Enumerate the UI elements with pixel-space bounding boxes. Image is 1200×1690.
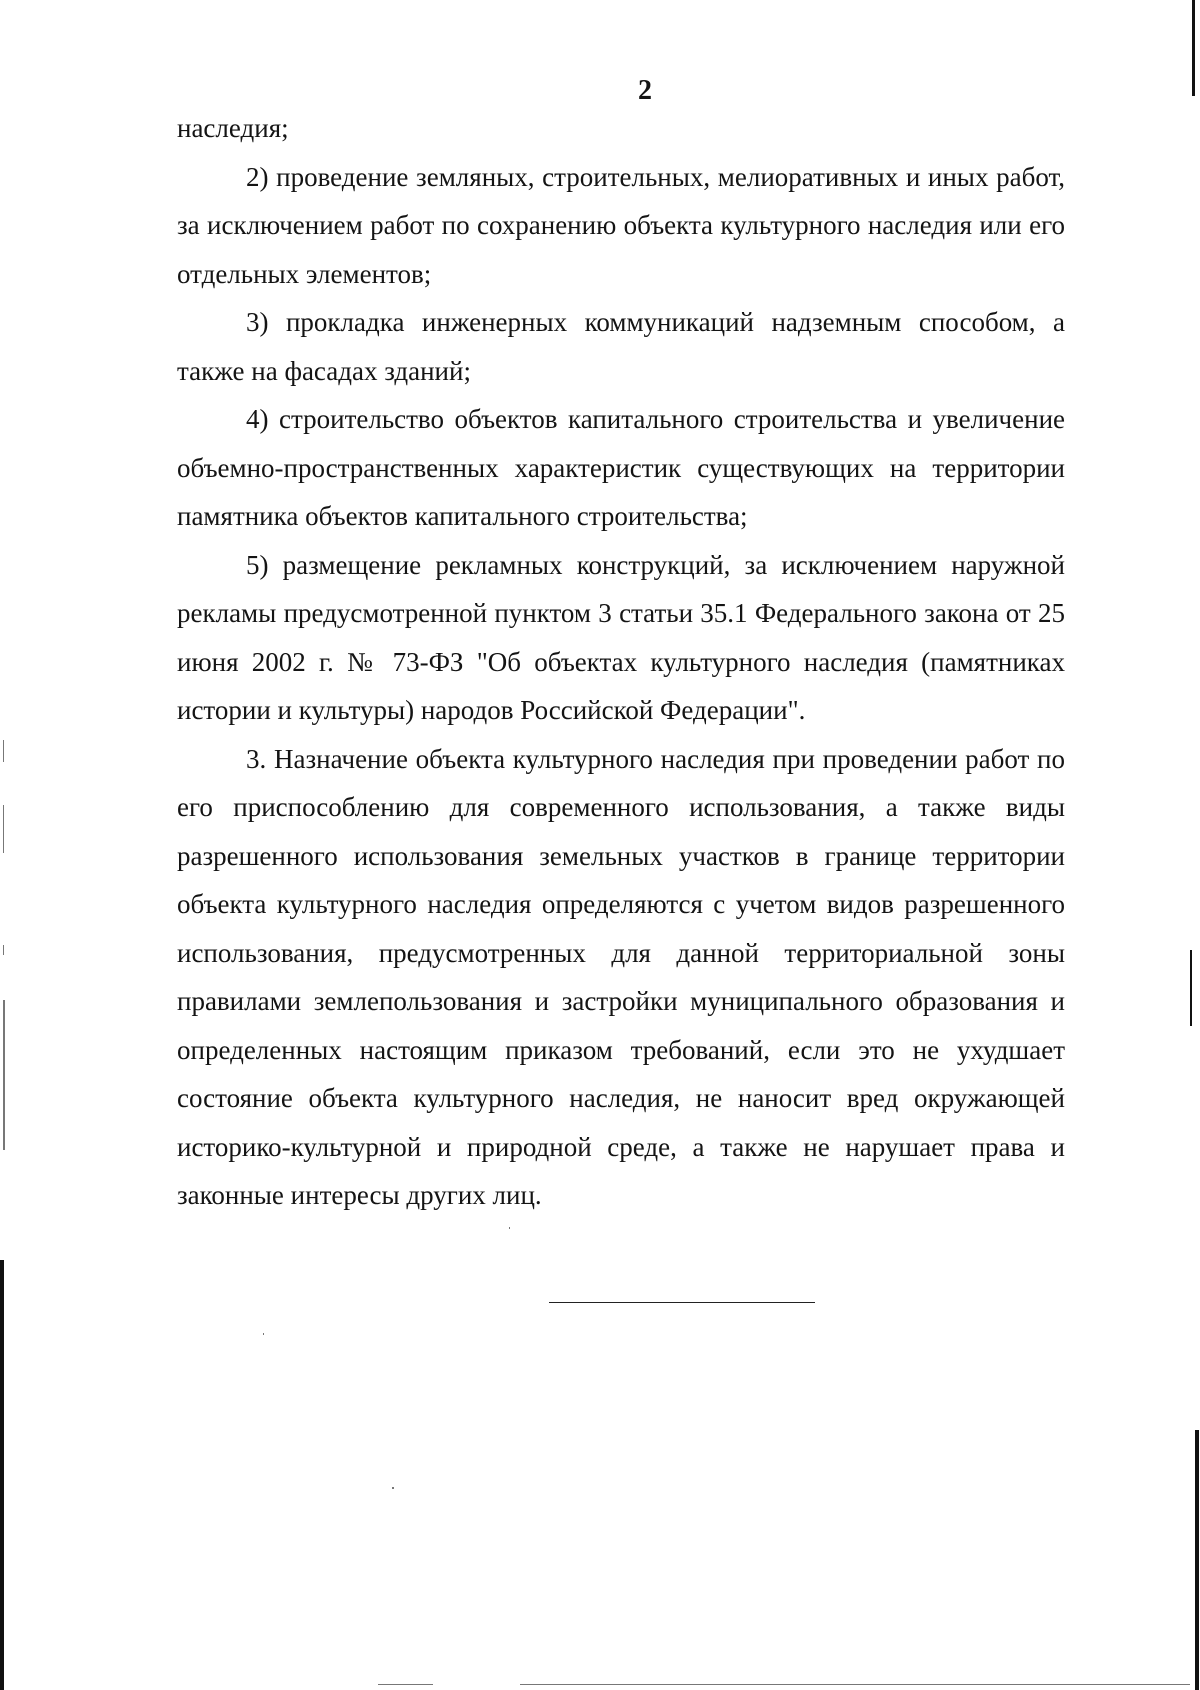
scan-edge-line — [0, 1260, 4, 1690]
scan-speck — [378, 1684, 433, 1685]
paragraph-continuation: наследия; — [177, 113, 289, 143]
end-of-text-line — [549, 1302, 815, 1303]
scan-edge-line — [1190, 950, 1192, 1026]
list-item-2: 2) проведение земляных, строительных, мелиоративных и иных работ, за исключением работ по сохранению объекта культурного наследия или его отдельных элементов; — [177, 161, 1065, 289]
list-item-3: 3) прокладка инженерных коммуникаций надземным способом, а также на фасадах зданий; — [177, 307, 1065, 386]
scan-edge-line — [1195, 1430, 1199, 1690]
scan-speck — [263, 1333, 264, 1335]
scan-speck — [520, 1684, 1190, 1685]
list-item-5: 5) размещение рекламных конструкций, за исключением наружной рекламы предусмотренной пунктом 3 статьи 35.1 Федерального закона от 25 июня 2002 г. № 73-ФЗ "Об объектах культурного наследия (памятниках истории и культуры) народов Российской Федерации". — [177, 549, 1065, 725]
scan-speck — [3, 1000, 5, 1150]
scan-speck — [3, 740, 4, 762]
section-3-paragraph: 3. Назначение объекта культурного наследия при проведении работ по его приспособлению для современного использования, а также виды разрешенного использования земельных участков в границе территории объекта культурного наследия определяются с учетом видов разрешенного использования, предусмотренных для данной территориальной зоны правилами землепользования и застройки муниципального образования и определенных настоящим приказом требований, если это не ухудшает состояние объекта культурного наследия, не наносит вред окружающей историко-культурной и природной среде, а также не нарушает права и законные интересы других лиц. — [177, 743, 1065, 1210]
scan-speck — [3, 805, 4, 853]
document-body — [177, 104, 1065, 1220]
page-number: 2 — [638, 75, 652, 106]
scan-edge-line — [1192, 0, 1195, 96]
scan-speck — [392, 1487, 394, 1489]
list-item-4: 4) строительство объектов капитального строительства и увеличение объемно-пространственных характеристик существующих на территории памятника объектов капитального строительства; — [177, 404, 1065, 531]
scan-speck — [3, 945, 4, 955]
scan-speck — [509, 1227, 510, 1229]
